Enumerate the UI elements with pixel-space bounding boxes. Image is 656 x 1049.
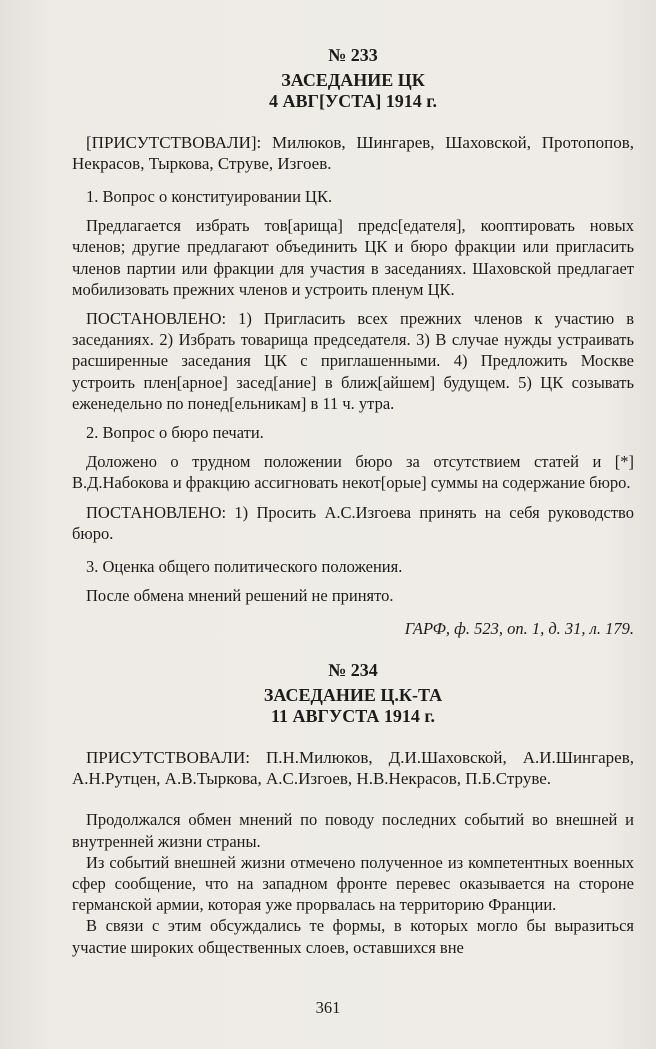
meeting-title: ЗАСЕДАНИЕ ЦК	[281, 70, 425, 90]
meeting-date: 4 АВГ[УСТА] 1914 г.	[269, 91, 437, 111]
agenda-item-2-text: Доложено о трудном положении бюро за отсутствием статей и [*] В.Д.Набокова и фракцию ассигновать некот[орые] суммы на содержание бюро.	[72, 452, 634, 493]
agenda-item-3: 3. Оценка общего политического положения.	[86, 557, 403, 577]
document-number: № 234	[328, 660, 378, 681]
agenda-item-1-resolution: ПОСТАНОВЛЕНО: 1) Пригласить всех прежних членов к участию в заседаниях. 2) Избрать товарища председателя. 3) В случае нужды устраивать расширенные заседания ЦК с приглашенными. 4) Предложить Москве устроить плен[арное] засед[ание] в ближ[айшем] будущем. 5) ЦК созывать еженедельно по понед[ельникам] в 11 ч. утра.	[72, 309, 634, 413]
attendees: [ПРИСУТСТВОВАЛИ]: Милюков, Шингарев, Шаховской, Протопопов, Некрасов, Тыркова, Струве, Изгоев.	[72, 133, 634, 173]
agenda-item-1-text: Предлагается избрать тов[арища] предс[едателя], кооптировать новых членов; другие предлагают объединить ЦК и бюро фракции или пригласить членов партии или фракции для участия в заседаниях. Шаховской предлагает мобилизовать прежних членов и устроить пленум ЦК.	[72, 216, 634, 299]
agenda-item-1: 1. Вопрос о конституировании ЦК.	[86, 187, 333, 206]
agenda-item-3-text: После обмена мнений решений не принято.	[86, 586, 394, 606]
agenda-item-2: 2. Вопрос о бюро печати.	[86, 423, 264, 443]
page-number: 361	[315, 998, 341, 1017]
archive-source: ГАРФ, ф. 523, оп. 1, д. 31, л. 179.	[404, 619, 634, 639]
attendees: ПРИСУТСТВОВАЛИ: П.Н.Милюков, Д.И.Шаховской, А.И.Шингарев, А.Н.Рутцен, А.В.Тыркова, А.С.Изгоев, Н.В.Некрасов, П.Б.Струве.	[72, 748, 634, 789]
agenda-item-2-resolution: ПОСТАНОВЛЕНО: 1) Просить А.С.Изгоева принять на себя руководство бюро.	[72, 502, 634, 543]
meeting-title: ЗАСЕДАНИЕ Ц.К-ТА	[263, 685, 443, 706]
paragraph: В связи с этим обсуждались те формы, в которых могло бы выразиться участие широких общественных слоев, оставшихся вне	[72, 916, 634, 957]
paragraph: Продолжался обмен мнений по поводу последних событий во внешней и внутренней жизни страны.	[72, 810, 634, 851]
meeting-date: 11 АВГУСТА 1914 г.	[271, 706, 435, 727]
text-column	[72, 44, 634, 958]
paragraph: Из событий внешней жизни отмечено полученное из компетентных военных сфер сообщение, что на западном фронте перевес оказывается на стороне германской армии, которая уже прорвалась на территорию Франции.	[72, 852, 634, 915]
document-number: № 233	[328, 45, 378, 65]
